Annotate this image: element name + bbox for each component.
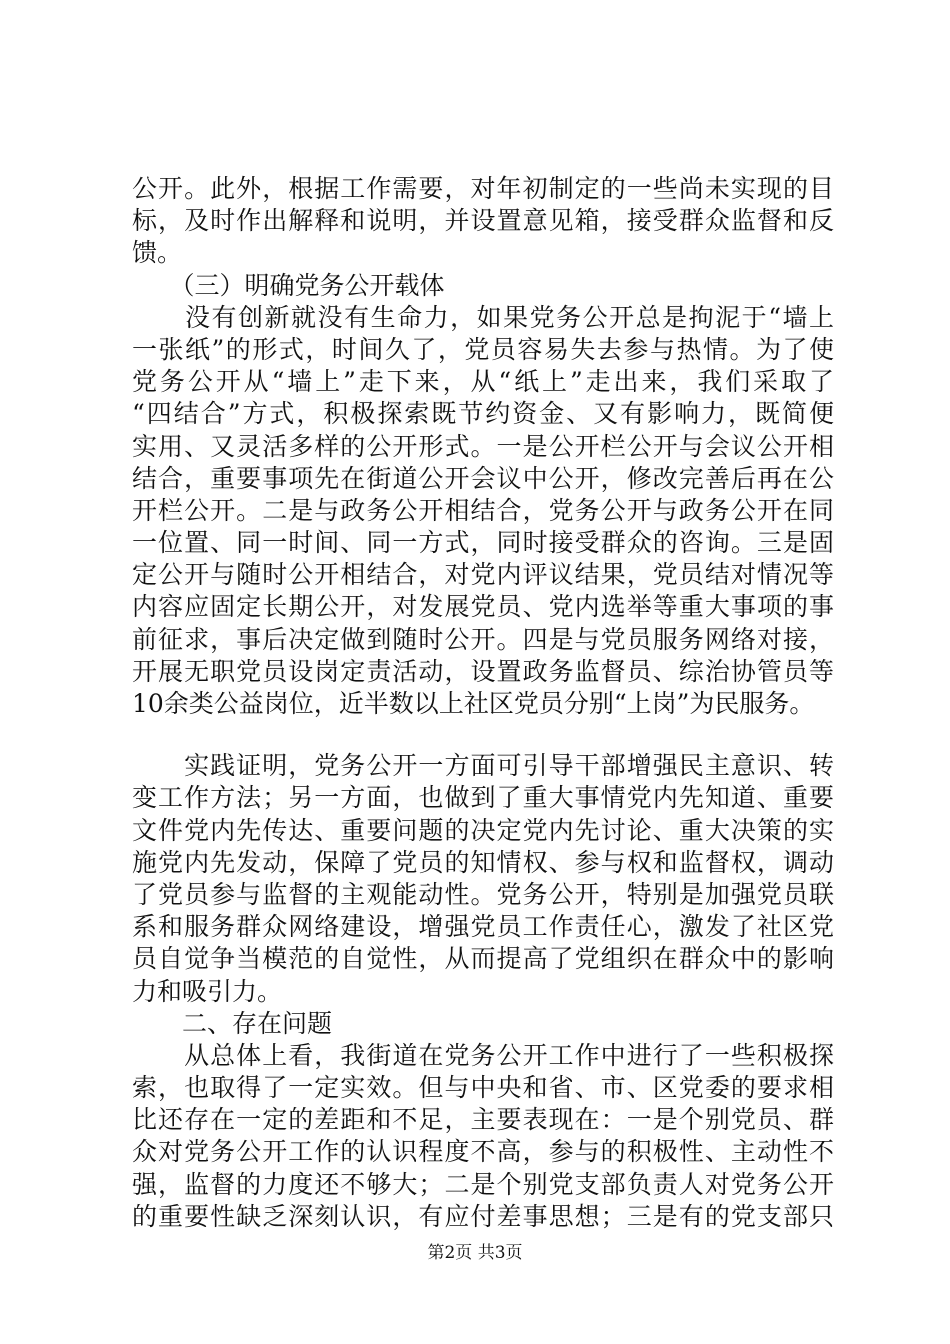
text-line: 的重要性缺乏深刻认识，有应付差事思想；三是有的党支部只 xyxy=(132,1201,834,1231)
text-line: 索，也取得了一定实效。但与中央和省、市、区党委的要求相 xyxy=(132,1073,834,1103)
text-line: 开展无职党员设岗定责活动，设置政务监督员、综治协管员等 xyxy=(132,656,834,686)
document-body xyxy=(132,173,834,1233)
text-line: 从总体上看，我街道在党务公开工作中进行了一些积极探 xyxy=(132,1040,834,1070)
text-line: 变工作方法；另一方面，也做到了重大事情党内先知道、重要 xyxy=(132,783,834,813)
text-line: 一位置、同一时间、同一方式，同时接受群众的咨询。三是固 xyxy=(132,528,834,558)
text-line: 一张纸”的形式，时间久了，党员容易失去参与热情。为了使 xyxy=(132,334,834,364)
text-line: 实践证明，党务公开一方面可引导干部增强民主意识、转 xyxy=(132,751,834,781)
text-line: 众对党务公开工作的认识程度不高，参与的积极性、主动性不 xyxy=(132,1137,834,1167)
text-line: 比还存在一定的差距和不足，主要表现在：一是个别党员、群 xyxy=(132,1105,834,1135)
section-heading: （三）明确党务公开载体 xyxy=(132,270,445,300)
page-footer xyxy=(0,1243,950,1263)
section-heading: 二、存在问题 xyxy=(132,1008,333,1038)
text-line: 开栏公开。二是与政务公开相结合，党务公开与政务公开在同 xyxy=(132,495,834,525)
text-line: 系和服务群众网络建设，增强党员工作责任心，激发了社区党 xyxy=(132,912,834,942)
paragraph-block-2 xyxy=(132,750,834,1233)
paragraph-gap xyxy=(132,720,834,750)
paragraph-block-1 xyxy=(132,173,834,720)
text-line: 党务公开从“墙上”走下来，从“纸上”走出来，我们采取了 xyxy=(132,367,834,397)
text-line: 力和吸引力。 xyxy=(132,976,283,1006)
text-line: 前征求，事后决定做到随时公开。四是与党员服务网络对接， xyxy=(132,624,834,654)
text-line: 实用、又灵活多样的公开形式。一是公开栏公开与会议公开相 xyxy=(132,431,834,461)
text-line: 了党员参与监督的主观能动性。党务公开，特别是加强党员联 xyxy=(132,879,834,909)
text-line: “四结合”方式，积极探索既节约资金、又有影响力，既简便 xyxy=(132,399,834,429)
text-line: 内容应固定长期公开，对发展党员、党内选举等重大事项的事 xyxy=(132,592,834,622)
text-line: 标，及时作出解释和说明，并设置意见箱，接受群众监督和反 xyxy=(132,206,834,236)
text-line: 施党内先发动，保障了党员的知情权、参与权和监督权，调动 xyxy=(132,847,834,877)
text-line: 馈。 xyxy=(132,238,183,268)
text-line: 没有创新就没有生命力，如果党务公开总是拘泥于“墙上 xyxy=(132,302,834,332)
text-line: 员自觉争当模范的自觉性，从而提高了党组织在群众中的影响 xyxy=(132,944,834,974)
text-line: 文件党内先传达、重要问题的决定党内先讨论、重大决策的实 xyxy=(132,815,834,845)
text-line: 公开。此外，根据工作需要，对年初制定的一些尚未实现的目 xyxy=(132,174,834,203)
text-line: 10余类公益岗位，近半数以上社区党员分别“上岗”为民服务。 xyxy=(132,689,815,718)
text-line: 定公开与随时公开相结合，对党内评议结果，党员结对情况等 xyxy=(132,560,834,590)
text-line: 强，监督的力度还不够大；二是个别党支部负责人对党务公开 xyxy=(132,1169,834,1199)
text-line: 结合，重要事项先在街道公开会议中公开，修改完善后再在公 xyxy=(132,463,834,493)
page-number-label: 第2页 共3页 xyxy=(427,1243,523,1263)
